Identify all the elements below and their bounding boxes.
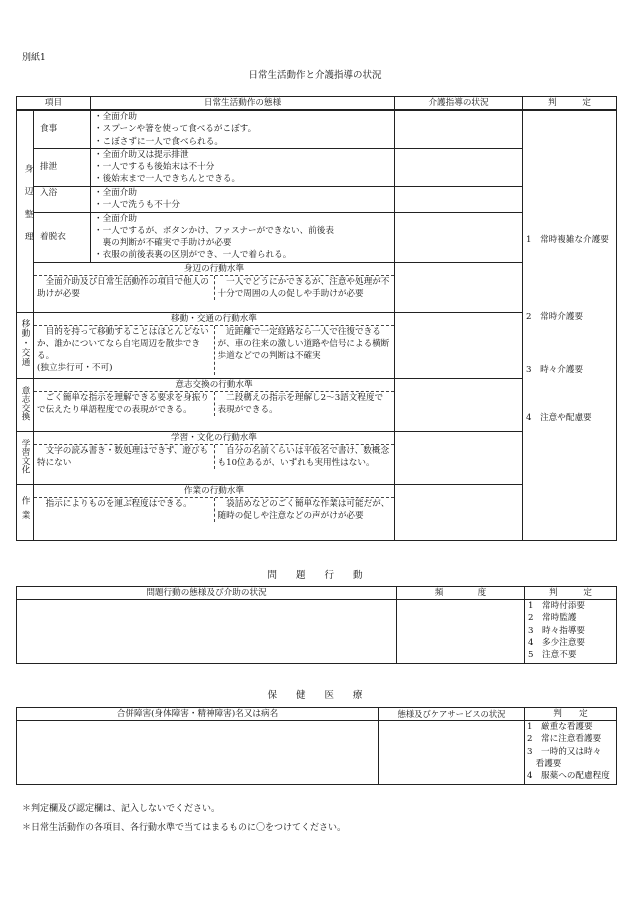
problem-table <box>16 586 617 664</box>
category-work <box>17 484 34 540</box>
item-toilet <box>34 148 91 186</box>
guidance-meal[interactable] <box>395 110 523 148</box>
level-comm-right[interactable]: 二段構えの指示を理解し2～3語文程度で表現ができる。 <box>217 392 384 416</box>
level-move-left[interactable] <box>34 326 215 375</box>
health-table <box>16 707 617 785</box>
problem-state-input[interactable] <box>17 600 397 664</box>
item-meal-label: 食事 <box>40 124 58 135</box>
guidance-bath[interactable] <box>395 186 523 212</box>
level-move-left-note: (独立歩行可・不可) <box>37 363 113 374</box>
category-shinpen-text: 身辺整理 <box>23 163 33 255</box>
adl-judgment-cell <box>523 110 617 540</box>
bath-state-line: ・全面介助 <box>94 187 137 198</box>
level-comm-left[interactable]: ごく簡単な指示を理解できる要求を身振りで伝えたり単語程度での表現ができる。 <box>34 392 215 416</box>
item-meal <box>34 110 91 148</box>
meal-state-line: ・スプーンや箸を使って食べるがこぼす。 <box>94 124 257 135</box>
adl-judgment-2: 2 常時介護要 <box>526 312 584 323</box>
toilet-states <box>91 148 395 186</box>
health-judgment-item: 看護要 <box>527 758 562 769</box>
col-header-item: 項目 <box>17 97 91 111</box>
level-work-title: 作業の行動水準 <box>34 485 394 498</box>
problem-judgment-item: 3 時々指導要 <box>528 625 586 636</box>
section-title-problem: 問 題 行 動 <box>267 570 363 581</box>
health-col-care: 態様及びケアサービスの状況 <box>379 708 525 721</box>
dress-state-line: ・一人でするが、ボタンかけ、ファスナーができない、前後表 <box>94 226 334 237</box>
toilet-state-line: ・一人でするも後始末は不十分 <box>94 162 215 173</box>
guidance-move[interactable] <box>395 312 523 378</box>
meal-states <box>91 110 395 148</box>
level-study <box>34 431 395 484</box>
health-state-input[interactable] <box>17 721 379 785</box>
health-judgment-item: 2 常に注意看護要 <box>527 734 602 745</box>
meal-state-line: ・こぼさずに一人で食べられる。 <box>94 136 223 147</box>
category-comm-text: 意志交換 <box>20 385 31 420</box>
item-toilet-label: 排泄 <box>40 162 58 173</box>
level-move-title: 移動・交通の行動水準 <box>34 313 394 326</box>
health-col-state: 合併障害(身体障害・精神障害)名又は病名 <box>17 708 379 721</box>
dress-state-line: ・全面介助 <box>94 213 137 224</box>
health-judgment-item: 1 厳重な看護要 <box>527 722 593 733</box>
problem-col-judgment: 判 定 <box>525 587 617 600</box>
level-comm-title: 意志交換の行動水準 <box>34 379 394 392</box>
meal-state-line: ・全面介助 <box>94 112 137 123</box>
guidance-work[interactable] <box>395 484 523 540</box>
col-header-guidance: 介護指導の状況 <box>395 97 523 111</box>
category-comm <box>17 378 34 431</box>
problem-col-freq: 頻 度 <box>397 587 525 600</box>
dress-states <box>91 212 395 262</box>
level-work-right[interactable]: 袋詰めなどのごく簡単な作業は可能だが、随時の促しや注意などの声がけが必要 <box>217 498 390 522</box>
level-move <box>34 312 395 378</box>
category-work-text: 作業 <box>20 495 31 525</box>
item-bath-label: 入浴 <box>40 187 58 198</box>
health-col-judgment: 判 定 <box>525 708 617 721</box>
adl-table <box>16 96 617 541</box>
level-shinpen <box>34 262 395 312</box>
level-study-right[interactable]: 自分の名前くらいは平仮名で書け、数概念も10位あるが、いずれも実用性はない。 <box>217 445 390 469</box>
problem-freq-input[interactable] <box>397 600 525 664</box>
note-1: ＊判定欄及び認定欄は、記入しないでください。 <box>22 804 221 814</box>
attachment-label: 別紙1 <box>22 53 46 63</box>
problem-judgment-item: 2 常時監護 <box>528 613 577 624</box>
problem-col-state: 問題行動の態様及び介助の状況 <box>17 587 397 600</box>
category-move-text: 移動・交通 <box>20 319 31 368</box>
category-shinpen <box>17 110 34 312</box>
item-bath <box>34 186 91 212</box>
level-work <box>34 484 395 540</box>
problem-judgment-item: 1 常時付添要 <box>528 601 586 612</box>
adl-judgment-4: 4 注意や配慮要 <box>526 412 592 423</box>
col-header-state: 日常生活動作の態様 <box>91 97 395 111</box>
guidance-dress[interactable] <box>395 212 523 262</box>
col-header-judgment: 判 定 <box>523 97 617 111</box>
level-comm <box>34 378 395 431</box>
health-judgment-item: 3 一時的又は時々 <box>527 746 602 757</box>
item-dress-label: 着脱衣 <box>40 232 66 243</box>
health-care-input[interactable] <box>379 721 525 785</box>
guidance-study[interactable] <box>395 431 523 484</box>
page-title: 日常生活動作と介護指導の状況 <box>248 70 382 81</box>
health-judgments <box>525 721 617 785</box>
level-shinpen-right[interactable]: 一人でどうにかできるが、注意や処理が不十分で周囲の人の促しや手助けが必要 <box>217 276 390 300</box>
toilet-state-line: ・全面介助又は提示排泄 <box>94 149 189 160</box>
item-dress <box>34 212 91 262</box>
guidance-comm[interactable] <box>395 378 523 431</box>
category-study-text: 学習文化 <box>20 438 31 473</box>
guidance-shinpen[interactable] <box>395 262 523 312</box>
level-study-title: 学習・文化の行動水準 <box>34 432 394 445</box>
guidance-toilet[interactable] <box>395 148 523 186</box>
dress-state-line: ・衣服の前後表裏の区別ができ、一人で着られる。 <box>94 250 292 261</box>
health-judgment-item: 4 服薬への配慮程度 <box>527 771 610 782</box>
bath-states <box>91 186 395 212</box>
dress-state-line: 裏の判断が不確実で手助けが必要 <box>94 238 232 249</box>
toilet-state-line: ・後始末まで一人できちんとできる。 <box>94 174 241 185</box>
problem-judgment-item: 5 注意不要 <box>528 650 577 661</box>
problem-judgment-item: 4 多少注意要 <box>528 637 586 648</box>
bath-state-line: ・一人で洗うも不十分 <box>94 200 180 211</box>
problem-judgments <box>525 600 617 664</box>
adl-judgment-3: 3 時々介護要 <box>526 364 584 375</box>
level-move-left-text: 目的を持って移動することはほとんどないか、誰かについてなら自宅周辺を散歩できる。 <box>37 326 209 362</box>
level-shinpen-left[interactable]: 全面介助及び日常生活動作の項目で他人の助けが必要 <box>34 276 215 300</box>
category-study <box>17 431 34 484</box>
category-move <box>17 312 34 378</box>
level-work-left[interactable]: 指示によりものを運ぶ程度はできる。 <box>34 498 215 522</box>
level-study-left[interactable]: 文字の読み書き・数処理はできず、遊びも特にない <box>34 445 215 469</box>
level-move-right[interactable]: 近距離で一定経路なら一人で往復できるが、車の往来の激しい道路や信号による横断歩道などでの判断は不確実 <box>217 326 390 362</box>
section-title-health: 保 健 医 療 <box>267 690 363 701</box>
level-shinpen-title: 身辺の行動水準 <box>34 263 394 276</box>
adl-judgment-1: 1 常時複雑な介護要 <box>526 235 609 246</box>
note-2: ＊日常生活動作の各項目、各行動水準で当てはまるものに〇をつけてください。 <box>22 823 347 833</box>
